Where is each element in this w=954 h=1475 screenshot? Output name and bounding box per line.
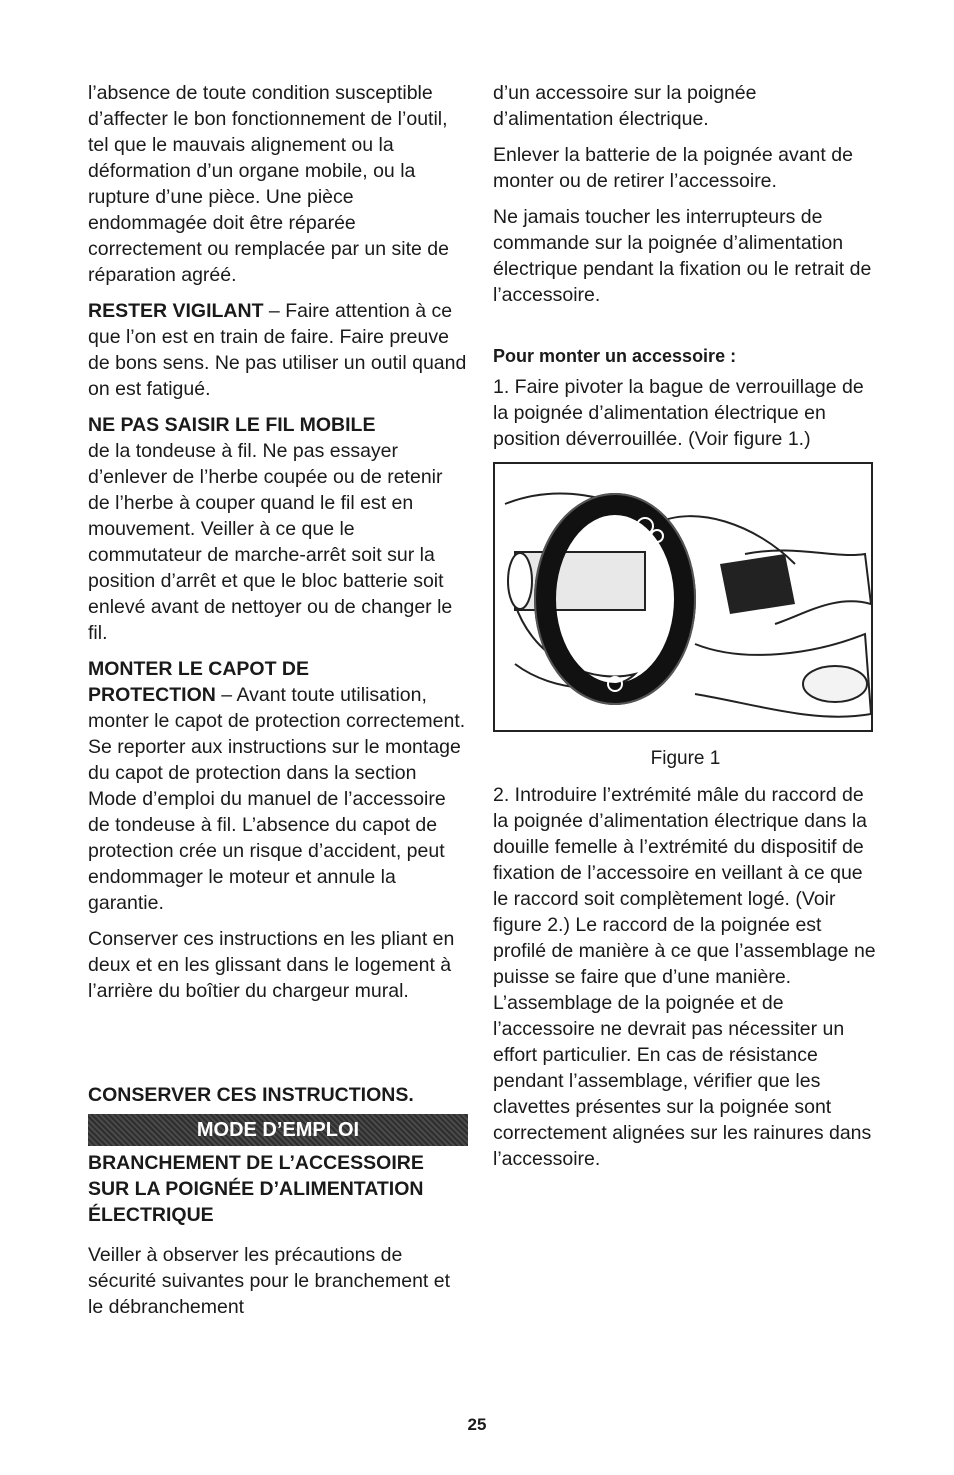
vigilant-label: RESTER VIGILANT <box>88 300 264 322</box>
capot-heading: MONTER LE CAPOT DE <box>88 658 310 680</box>
fil-paragraph: de la tondeuse à fil. Ne pas essayer d’enlever de l’herbe coupée ou de retenir de l’herbe à couper quand le fil est en mouvement. Veiller à ce que le commutateur de marche-arrêt soit sur la position d’arrêt et que le bloc batterie soit enlevé avant de nettoyer ou de changer le fil. <box>88 440 453 644</box>
fil-heading: NE PAS SAISIR LE FIL MOBILE <box>88 414 376 436</box>
branchement-paragraph: Veiller à observer les précautions de sécurité suivantes pour le branchement et le débranchement <box>88 1244 451 1318</box>
conserver-paragraph: Conserver ces instructions en les pliant en deux et en les glissant dans le logement à l’arrière du boîtier du chargeur mural. <box>88 928 455 1002</box>
handle-ring-illustration <box>495 464 871 730</box>
capot-paragraph <box>88 682 468 916</box>
vigilant-text: – Faire attention à ce que l’on est en train de faire. Faire preuve de bons sens. Ne pas utiliser un outil quand on est fatigué. <box>88 300 467 400</box>
left-column <box>88 80 468 1330</box>
figure-1-illustration <box>493 462 873 732</box>
step-2: 2. Introduire l’extrémité mâle du raccord de la poignée d’alimentation électrique dans la douille femelle à l’extrémité du dispositif de fixation de l’accessoire en veillant à ce que le raccord soit complètement logé. (Voir figure 2.) Le raccord de la poignée est profilé de manière à ce que l’assemblage ne puisse se faire que d’une manière. L’assemblage de la poignée et de l’accessoire ne devrait pas nécessiter un effort particulier. En cas de résistance pendant l’assemblage, vérifier que les clavettes présentes sur la poignée sont correctement alignées sur les rainures dans l’accessoire. <box>493 784 876 1170</box>
mount-subheading: Pour monter un accessoire : <box>493 346 737 366</box>
page-number: 25 <box>467 1415 487 1434</box>
mode-emploi-banner: MODE D’EMPLOI <box>88 1114 468 1146</box>
right-paragraph-1: d’un accessoire sur la poignée d’alimentation électrique. <box>493 82 757 130</box>
branchement-heading: BRANCHEMENT DE L’ACCESSOIRE SUR LA POIGNÉE D’ALIMENTATION ÉLECTRIQUE <box>88 1152 424 1226</box>
intro-paragraph: l’absence de toute condition susceptible d’affecter le bon fonctionnement de l’outil, tel que le mauvais alignement ou la déformation d’un organe mobile, ou la rupture d’une pièce. Une pièce endommagée doit être réparée correctement ou remplacée par un site de réparation agréé. <box>88 82 449 286</box>
right-column <box>493 80 878 1182</box>
right-paragraph-3: Ne jamais toucher les interrupteurs de commande sur la poignée d’alimentation électrique pendant la fixation ou le retrait de l’accessoire. <box>493 206 872 306</box>
figure-1-caption: Figure 1 <box>650 748 721 769</box>
capot-text: – Avant toute utilisation, monter le capot de protection correctement. Se reporter aux instructions sur le montage du capot de protection dans la section Mode d’emploi du manuel de l’accessoire de tondeuse à fil. L’absence du capot de protection crée un risque d’accident, peut endommager le moteur et annule la garantie. <box>88 684 466 914</box>
right-paragraph-2: Enlever la batterie de la poignée avant de monter ou de retirer l’accessoire. <box>493 144 853 192</box>
step-1: 1. Faire pivoter la bague de verrouillage de la poignée d’alimentation électrique en position déverrouillée. (Voir figure 1.) <box>493 376 864 450</box>
capot-label: PROTECTION <box>88 684 216 706</box>
vigilant-paragraph <box>88 298 468 402</box>
conserver-heading: CONSERVER CES INSTRUCTIONS. <box>88 1084 414 1106</box>
